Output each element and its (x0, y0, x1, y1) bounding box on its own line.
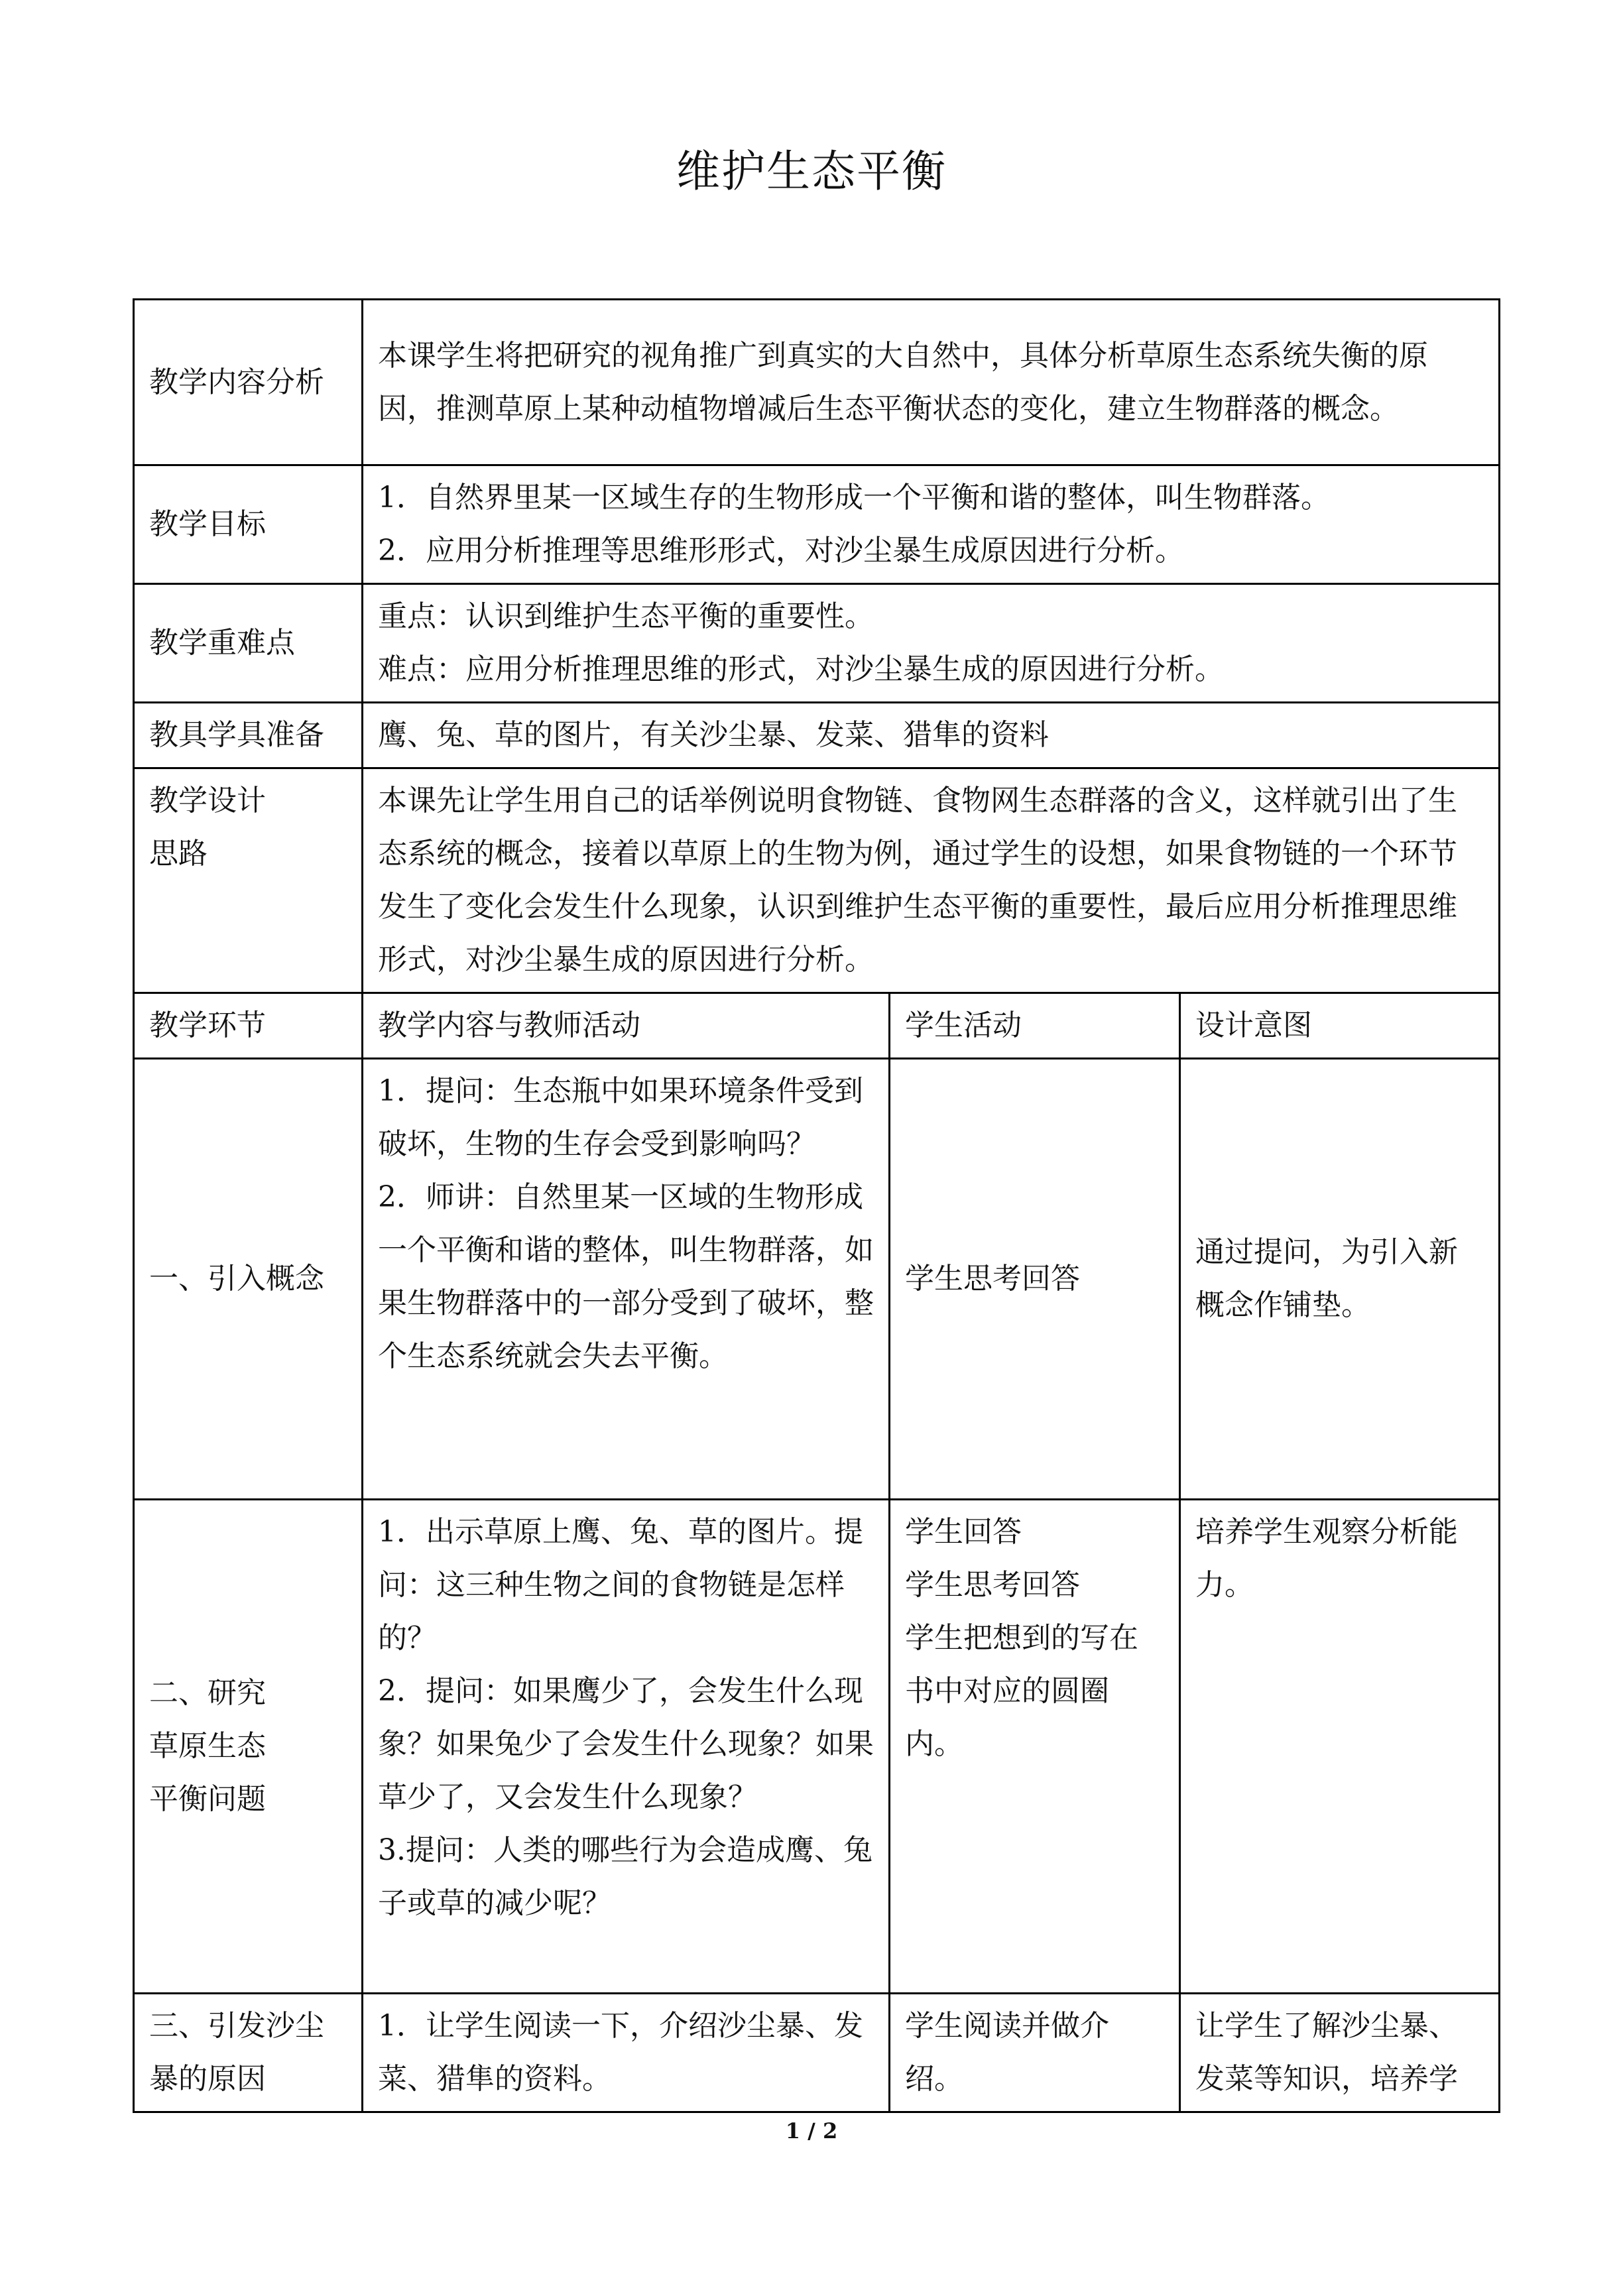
stage-content: 1．提问：生态瓶中如果环境条件受到破坏，生物的生存会受到影响吗？ 2．师讲：自然里某一区域的生物形成一个平衡和谐的整体，叫生物群落，如果生物群落中的一部分受到了破坏，整个生态系统就会失去平衡。 (363, 1059, 890, 1500)
header-intent: 设计意图 (1180, 993, 1500, 1059)
design-text: 本课先让学生用自己的话举例说明食物链、食物网生态群落的含义，这样就引出了生态系统的概念，接着以草原上的生物为例，通过学生的设想，如果食物链的一个环节发生了变化会发生什么现象，认识到维护生态平衡的重要性，最后应用分析推理思维形式，对沙尘暴生成的原因进行分析。 (363, 768, 1500, 993)
row-goals (134, 465, 1500, 584)
header-stage: 教学环节 (134, 993, 363, 1059)
stage-row-2 (134, 1500, 1500, 1994)
label-key-points: 教学重难点 (134, 584, 363, 703)
goal-line: 1．自然界里某一区域生存的生物形成一个平衡和谐的整体，叫生物群落。 (378, 481, 1330, 514)
design-intent: 让学生了解沙尘暴、发菜等知识，培养学 (1180, 1994, 1500, 2112)
header-row (134, 993, 1500, 1059)
stage-content: 1．让学生阅读一下，介绍沙尘暴、发菜、猎隼的资料。 (363, 1994, 890, 2112)
row-content-analysis (134, 300, 1500, 465)
document-title: 维护生态平衡 (676, 146, 947, 197)
key-point-line: 难点：应用分析推理思维的形式，对沙尘暴生成的原因进行分析。 (378, 652, 1224, 686)
label-content-analysis: 教学内容分析 (134, 300, 363, 465)
row-key-points (134, 584, 1500, 703)
stage-row-1 (134, 1059, 1500, 1500)
label-materials: 教具学具准备 (134, 703, 363, 768)
header-content: 教学内容与教师活动 (363, 993, 890, 1059)
label-goals: 教学目标 (134, 465, 363, 584)
header-student: 学生活动 (890, 993, 1180, 1059)
stage-label: 一、引入概念 (134, 1059, 363, 1500)
design-intent: 通过提问，为引入新概念作铺垫。 (1180, 1059, 1500, 1500)
student-activity: 学生思考回答 (890, 1059, 1180, 1500)
student-activity: 学生回答 学生思考回答 学生把想到的写在书中对应的圆圈内。 (890, 1500, 1180, 1994)
materials-text: 鹰、兔、草的图片，有关沙尘暴、发菜、猎隼的资料 (363, 703, 1500, 768)
row-materials (134, 703, 1500, 768)
key-point-line: 重点：认识到维护生态平衡的重要性。 (378, 599, 874, 633)
student-activity: 学生阅读并做介绍。 (890, 1994, 1180, 2112)
page-number: 1 / 2 (785, 2118, 838, 2144)
key-points-text (363, 584, 1500, 703)
row-design (134, 768, 1500, 993)
stage-content: 1．出示草原上鹰、兔、草的图片。提问：这三种生物之间的食物链是怎样的？ 2．提问：如果鹰少了，会发生什么现象？如果兔少了会发生什么现象？如果草少了，又会发生什么现象？ 3.提问：人类的哪些行为会造成鹰、兔子或草的减少呢？ (363, 1500, 890, 1994)
stage-row-3 (134, 1994, 1500, 2112)
stage-label: 二、研究 草原生态 平衡问题 (134, 1500, 363, 1994)
stage-label: 三、引发沙尘暴的原因 (134, 1994, 363, 2112)
lesson-plan-table (133, 298, 1500, 2113)
goals-text (363, 465, 1500, 584)
content-analysis-text: 本课学生将把研究的视角推广到真实的大自然中，具体分析草原生态系统失衡的原因，推测草原上某种动植物增减后生态平衡状态的变化，建立生物群落的概念。 (363, 300, 1500, 465)
design-intent: 培养学生观察分析能力。 (1180, 1500, 1500, 1994)
goal-line: 2．应用分析推理等思维形形式，对沙尘暴生成原因进行分析。 (378, 534, 1184, 568)
label-design: 教学设计 思路 (134, 768, 363, 993)
